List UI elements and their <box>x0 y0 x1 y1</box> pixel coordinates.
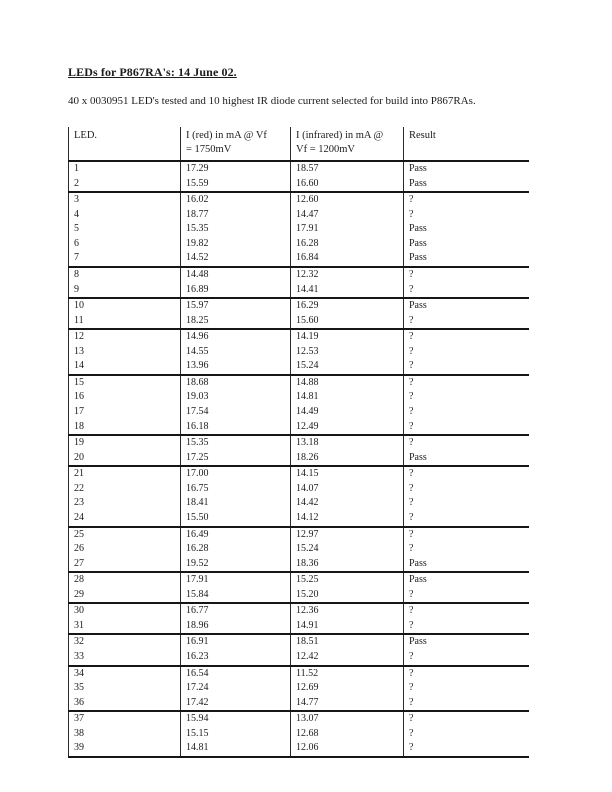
table-row <box>69 405 529 420</box>
infrared-current-cell: 18.57 <box>291 161 404 177</box>
table-row <box>69 557 529 573</box>
led-cell: 17 <box>69 405 181 420</box>
column-header-infrared-line2: Vf = 1200mV <box>296 144 356 155</box>
page-title: LEDs for P867RA's: 14 June 02. <box>68 65 237 79</box>
table-row <box>69 527 529 543</box>
red-current-cell: 14.48 <box>181 267 291 283</box>
led-cell: 6 <box>69 237 181 252</box>
led-cell: 21 <box>69 466 181 482</box>
led-cell: 3 <box>69 192 181 208</box>
result-cell: ? <box>404 527 529 543</box>
infrared-current-cell: 15.20 <box>291 588 404 604</box>
result-cell: ? <box>404 482 529 497</box>
table-row <box>69 237 529 252</box>
red-current-cell: 16.91 <box>181 634 291 650</box>
table-row <box>69 741 529 757</box>
result-cell: Pass <box>404 177 529 193</box>
infrared-current-cell: 14.49 <box>291 405 404 420</box>
red-current-cell: 16.89 <box>181 283 291 299</box>
table-row <box>69 192 529 208</box>
result-cell: Pass <box>404 557 529 573</box>
result-cell: Pass <box>404 298 529 314</box>
result-cell: ? <box>404 588 529 604</box>
red-current-cell: 18.68 <box>181 375 291 391</box>
red-current-cell: 18.96 <box>181 619 291 635</box>
result-cell: ? <box>404 619 529 635</box>
infrared-current-cell: 12.68 <box>291 727 404 742</box>
result-cell: ? <box>404 314 529 330</box>
led-cell: 9 <box>69 283 181 299</box>
led-cell: 1 <box>69 161 181 177</box>
table-row <box>69 711 529 727</box>
led-cell: 4 <box>69 208 181 223</box>
led-cell: 39 <box>69 741 181 757</box>
infrared-current-cell: 15.24 <box>291 359 404 375</box>
led-table-header <box>69 127 529 161</box>
infrared-current-cell: 12.60 <box>291 192 404 208</box>
table-row <box>69 208 529 223</box>
result-cell: ? <box>404 711 529 727</box>
table-row <box>69 727 529 742</box>
infrared-current-cell: 15.24 <box>291 542 404 557</box>
infrared-current-cell: 12.36 <box>291 603 404 619</box>
result-cell: Pass <box>404 451 529 467</box>
red-current-cell: 17.29 <box>181 161 291 177</box>
red-current-cell: 17.25 <box>181 451 291 467</box>
red-current-cell: 16.75 <box>181 482 291 497</box>
header-row <box>69 127 529 161</box>
led-cell: 25 <box>69 527 181 543</box>
table-row <box>69 451 529 467</box>
infrared-current-cell: 12.06 <box>291 741 404 757</box>
led-table-body <box>69 161 529 757</box>
red-current-cell: 16.18 <box>181 420 291 436</box>
table-row <box>69 177 529 193</box>
infrared-current-cell: 13.07 <box>291 711 404 727</box>
infrared-current-cell: 12.97 <box>291 527 404 543</box>
infrared-current-cell: 17.91 <box>291 222 404 237</box>
table-row <box>69 603 529 619</box>
result-cell: ? <box>404 283 529 299</box>
infrared-current-cell: 14.81 <box>291 390 404 405</box>
result-cell: Pass <box>404 237 529 252</box>
infrared-current-cell: 16.28 <box>291 237 404 252</box>
infrared-current-cell: 14.19 <box>291 329 404 345</box>
result-cell: ? <box>404 496 529 511</box>
red-current-cell: 16.02 <box>181 192 291 208</box>
column-header-infrared-current <box>291 127 404 161</box>
red-current-cell: 15.15 <box>181 727 291 742</box>
column-header-red-line1: I (red) in mA @ Vf <box>186 130 267 141</box>
table-row <box>69 283 529 299</box>
column-header-result-line1: Result <box>409 130 436 141</box>
led-cell: 30 <box>69 603 181 619</box>
result-cell: ? <box>404 435 529 451</box>
result-cell: ? <box>404 542 529 557</box>
result-cell: Pass <box>404 161 529 177</box>
red-current-cell: 19.52 <box>181 557 291 573</box>
infrared-current-cell: 18.36 <box>291 557 404 573</box>
red-current-cell: 14.52 <box>181 251 291 267</box>
infrared-current-cell: 12.42 <box>291 650 404 666</box>
table-row <box>69 314 529 330</box>
table-row <box>69 161 529 177</box>
infrared-current-cell: 15.25 <box>291 572 404 588</box>
led-cell: 27 <box>69 557 181 573</box>
red-current-cell: 18.25 <box>181 314 291 330</box>
infrared-current-cell: 14.47 <box>291 208 404 223</box>
red-current-cell: 15.35 <box>181 435 291 451</box>
red-current-cell: 16.23 <box>181 650 291 666</box>
led-cell: 24 <box>69 511 181 527</box>
infrared-current-cell: 16.84 <box>291 251 404 267</box>
table-row <box>69 681 529 696</box>
red-current-cell: 18.77 <box>181 208 291 223</box>
red-current-cell: 19.82 <box>181 237 291 252</box>
infrared-current-cell: 18.51 <box>291 634 404 650</box>
red-current-cell: 17.91 <box>181 572 291 588</box>
red-current-cell: 14.55 <box>181 345 291 360</box>
led-cell: 15 <box>69 375 181 391</box>
infrared-current-cell: 14.15 <box>291 466 404 482</box>
led-cell: 34 <box>69 666 181 682</box>
column-header-led <box>69 127 181 161</box>
table-row <box>69 435 529 451</box>
result-cell: ? <box>404 696 529 712</box>
result-cell: ? <box>404 466 529 482</box>
table-row <box>69 420 529 436</box>
red-current-cell: 15.59 <box>181 177 291 193</box>
led-cell: 26 <box>69 542 181 557</box>
column-header-led-line1: LED. <box>74 130 98 141</box>
red-current-cell: 13.96 <box>181 359 291 375</box>
result-cell: Pass <box>404 572 529 588</box>
led-cell: 2 <box>69 177 181 193</box>
result-cell: Pass <box>404 251 529 267</box>
infrared-current-cell: 12.53 <box>291 345 404 360</box>
led-cell: 16 <box>69 390 181 405</box>
red-current-cell: 16.49 <box>181 527 291 543</box>
result-cell: ? <box>404 192 529 208</box>
infrared-current-cell: 14.91 <box>291 619 404 635</box>
result-cell: ? <box>404 345 529 360</box>
table-row <box>69 511 529 527</box>
led-cell: 14 <box>69 359 181 375</box>
red-current-cell: 16.77 <box>181 603 291 619</box>
red-current-cell: 15.97 <box>181 298 291 314</box>
table-row <box>69 542 529 557</box>
infrared-current-cell: 18.26 <box>291 451 404 467</box>
table-row <box>69 619 529 635</box>
result-cell: ? <box>404 666 529 682</box>
table-row <box>69 696 529 712</box>
led-cell: 13 <box>69 345 181 360</box>
result-cell: ? <box>404 741 529 757</box>
table-row <box>69 666 529 682</box>
table-row <box>69 251 529 267</box>
result-cell: ? <box>404 208 529 223</box>
infrared-current-cell: 12.32 <box>291 267 404 283</box>
column-header-red-current <box>181 127 291 161</box>
result-cell: ? <box>404 329 529 345</box>
result-cell: ? <box>404 375 529 391</box>
led-cell: 18 <box>69 420 181 436</box>
result-cell: ? <box>404 681 529 696</box>
led-table <box>68 127 529 758</box>
red-current-cell: 15.35 <box>181 222 291 237</box>
led-cell: 37 <box>69 711 181 727</box>
red-current-cell: 17.24 <box>181 681 291 696</box>
result-cell: ? <box>404 390 529 405</box>
result-cell: ? <box>404 420 529 436</box>
table-row <box>69 329 529 345</box>
infrared-current-cell: 15.60 <box>291 314 404 330</box>
result-cell: ? <box>404 727 529 742</box>
red-current-cell: 19.03 <box>181 390 291 405</box>
led-cell: 7 <box>69 251 181 267</box>
result-cell: ? <box>404 359 529 375</box>
intro-text: 40 x 0030951 LED's tested and 10 highest IR diode current selected for build into P867RAs. <box>68 95 476 107</box>
table-row <box>69 650 529 666</box>
table-row <box>69 496 529 511</box>
red-current-cell: 16.28 <box>181 542 291 557</box>
led-cell: 10 <box>69 298 181 314</box>
table-row <box>69 222 529 237</box>
infrared-current-cell: 16.60 <box>291 177 404 193</box>
led-cell: 36 <box>69 696 181 712</box>
infrared-current-cell: 16.29 <box>291 298 404 314</box>
result-cell: ? <box>404 267 529 283</box>
red-current-cell: 17.42 <box>181 696 291 712</box>
result-cell: ? <box>404 650 529 666</box>
infrared-current-cell: 14.07 <box>291 482 404 497</box>
result-cell: ? <box>404 511 529 527</box>
infrared-current-cell: 14.12 <box>291 511 404 527</box>
column-header-infrared-line1: I (infrared) in mA @ <box>296 130 384 141</box>
led-cell: 32 <box>69 634 181 650</box>
red-current-cell: 15.84 <box>181 588 291 604</box>
table-row <box>69 267 529 283</box>
led-cell: 19 <box>69 435 181 451</box>
led-cell: 33 <box>69 650 181 666</box>
led-cell: 38 <box>69 727 181 742</box>
column-header-red-line2: = 1750mV <box>186 144 232 155</box>
result-cell: Pass <box>404 222 529 237</box>
led-cell: 23 <box>69 496 181 511</box>
infrared-current-cell: 14.41 <box>291 283 404 299</box>
table-row <box>69 375 529 391</box>
red-current-cell: 17.00 <box>181 466 291 482</box>
result-cell: ? <box>404 603 529 619</box>
infrared-current-cell: 14.88 <box>291 375 404 391</box>
infrared-current-cell: 13.18 <box>291 435 404 451</box>
column-header-result <box>404 127 529 161</box>
table-row <box>69 572 529 588</box>
led-cell: 11 <box>69 314 181 330</box>
red-current-cell: 16.54 <box>181 666 291 682</box>
result-cell: ? <box>404 405 529 420</box>
table-row <box>69 359 529 375</box>
table-row <box>69 390 529 405</box>
infrared-current-cell: 14.42 <box>291 496 404 511</box>
infrared-current-cell: 12.49 <box>291 420 404 436</box>
table-row <box>69 345 529 360</box>
led-cell: 20 <box>69 451 181 467</box>
infrared-current-cell: 12.69 <box>291 681 404 696</box>
led-cell: 22 <box>69 482 181 497</box>
table-row <box>69 634 529 650</box>
red-current-cell: 14.96 <box>181 329 291 345</box>
red-current-cell: 15.94 <box>181 711 291 727</box>
led-cell: 12 <box>69 329 181 345</box>
led-cell: 5 <box>69 222 181 237</box>
infrared-current-cell: 11.52 <box>291 666 404 682</box>
table-row <box>69 466 529 482</box>
led-cell: 28 <box>69 572 181 588</box>
table-row <box>69 588 529 604</box>
table-row <box>69 298 529 314</box>
red-current-cell: 18.41 <box>181 496 291 511</box>
infrared-current-cell: 14.77 <box>291 696 404 712</box>
led-cell: 35 <box>69 681 181 696</box>
red-current-cell: 17.54 <box>181 405 291 420</box>
led-cell: 31 <box>69 619 181 635</box>
led-cell: 29 <box>69 588 181 604</box>
result-cell: Pass <box>404 634 529 650</box>
red-current-cell: 14.81 <box>181 741 291 757</box>
led-cell: 8 <box>69 267 181 283</box>
red-current-cell: 15.50 <box>181 511 291 527</box>
table-row <box>69 482 529 497</box>
